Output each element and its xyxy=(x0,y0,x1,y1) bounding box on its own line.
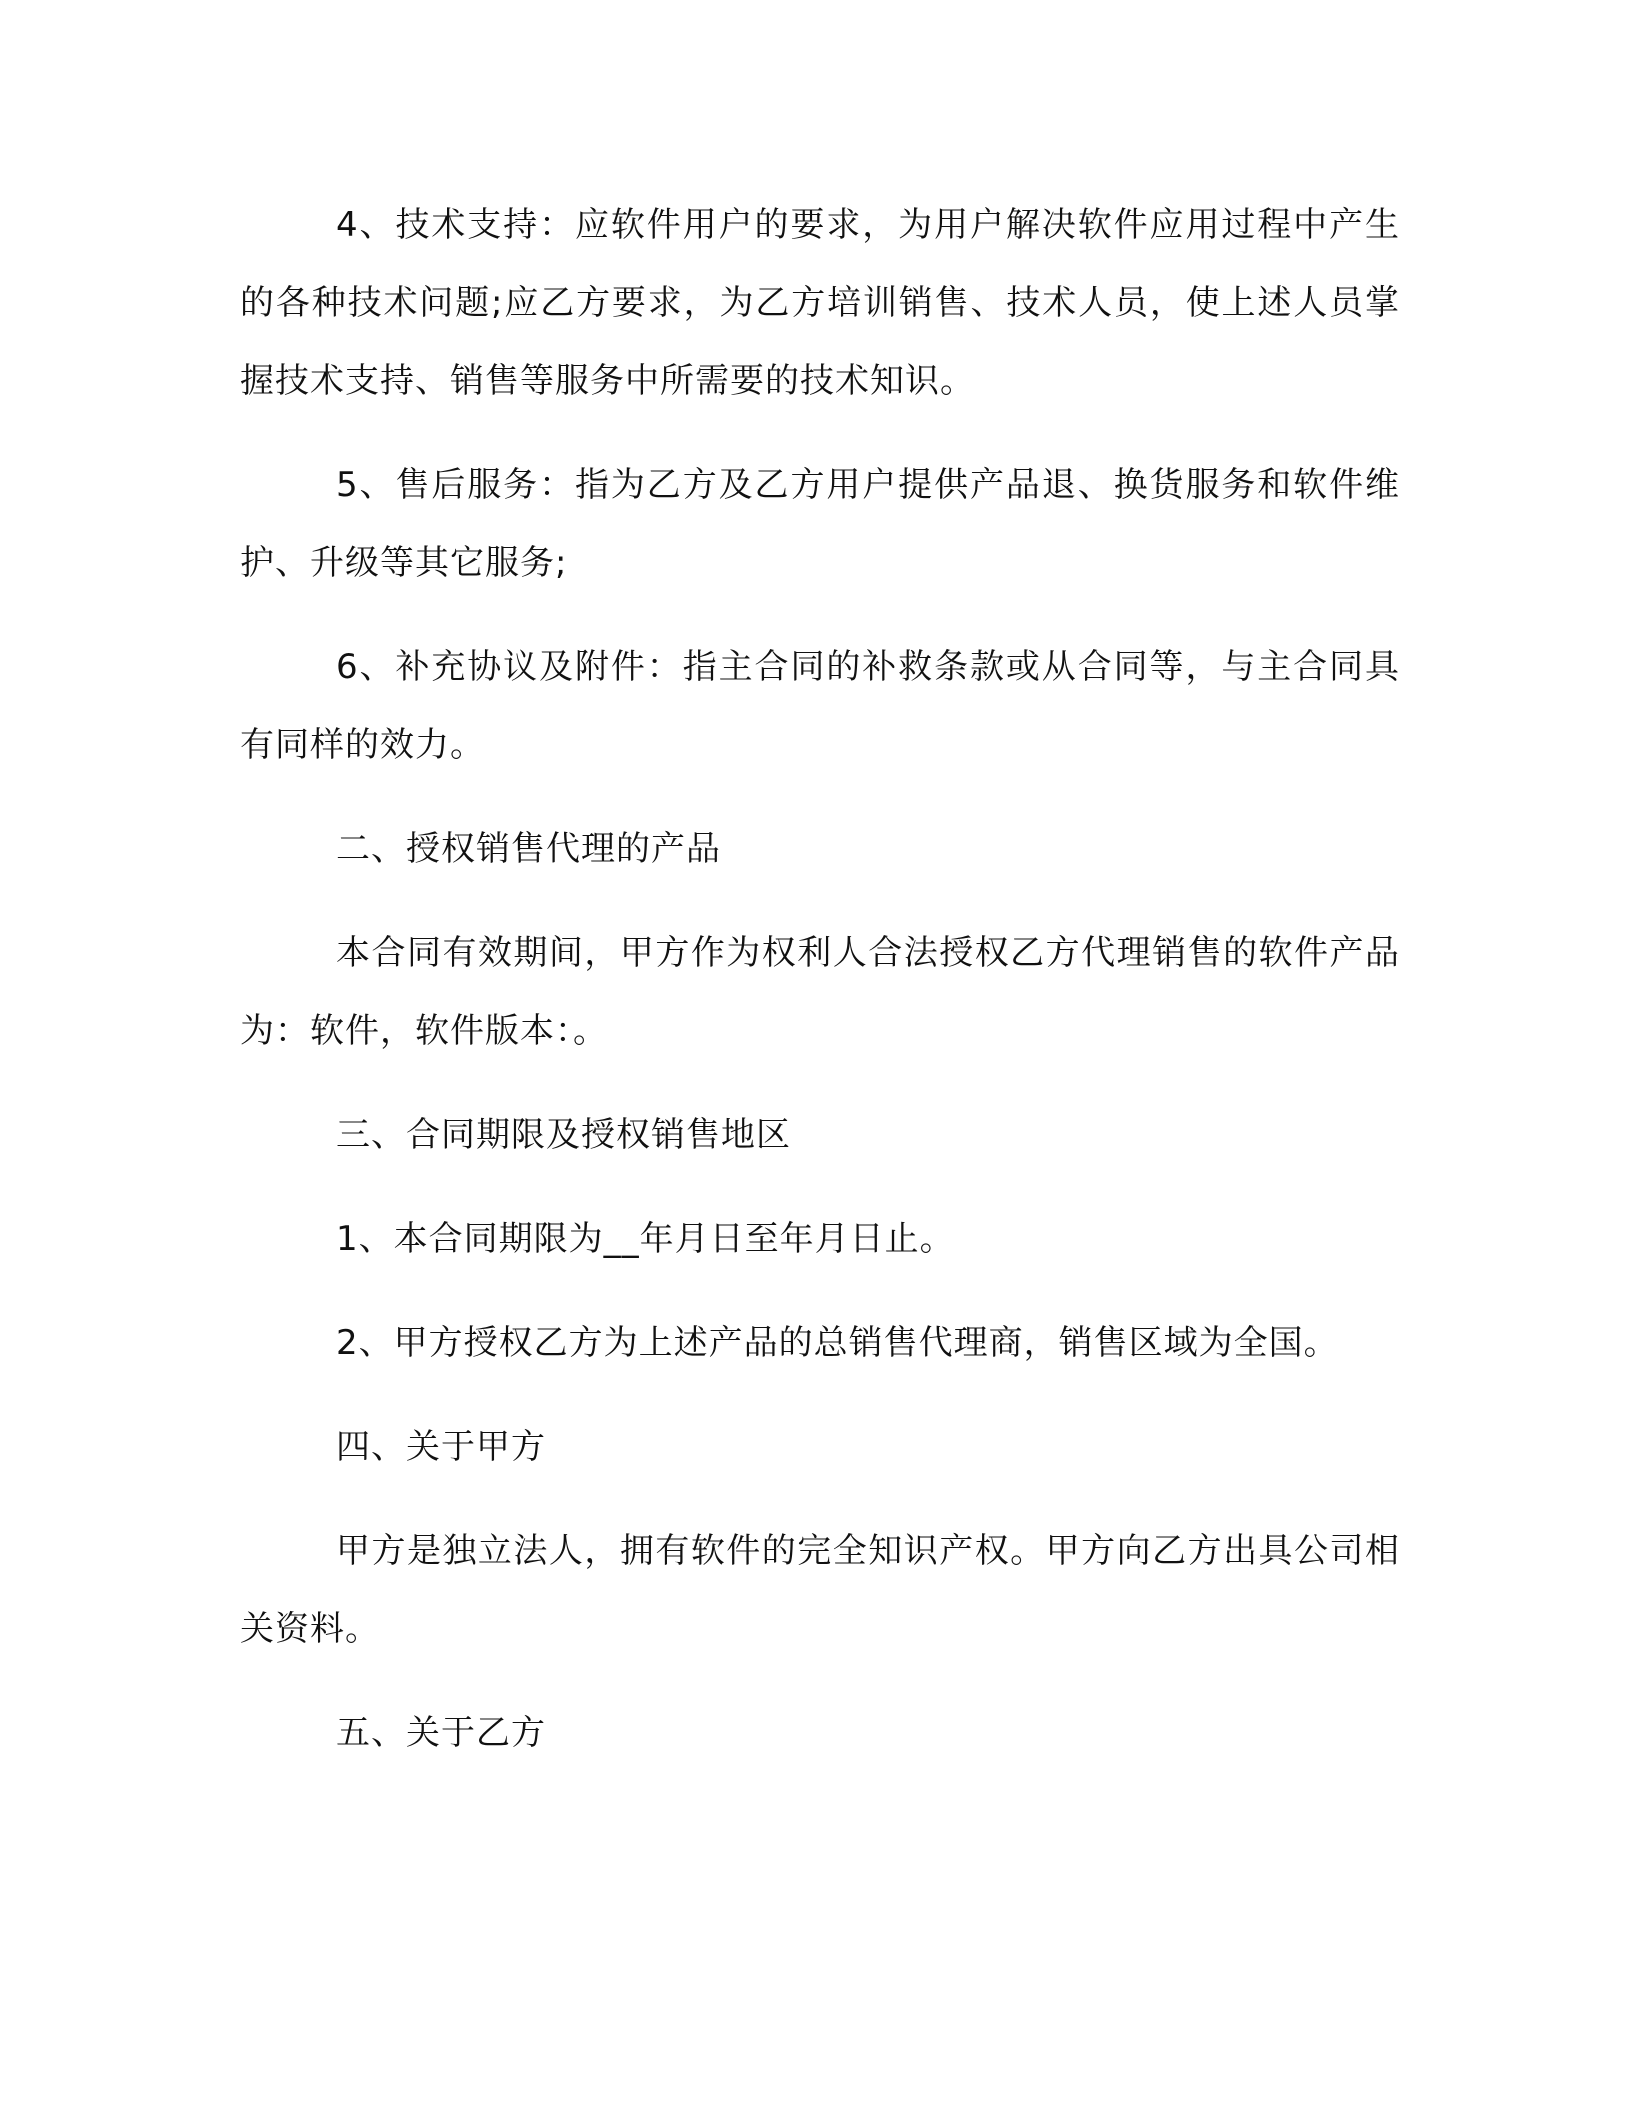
authorized-products-text: 本合同有效期间，甲方作为权利人合法授权乙方代理销售的软件产品为：软件，软件版本：。 xyxy=(240,933,1400,1051)
clause-after-sales-service: 5、售后服务：指为乙方及乙方用户提供产品退、换货服务和软件维护、升级等其它服务; xyxy=(240,465,1400,583)
clause-supplementary-agreement: 6、补充协议及附件：指主合同的补救条款或从合同等，与主合同具有同样的效力。 xyxy=(240,647,1400,765)
section-heading-party-b: 五、关于乙方 xyxy=(336,1713,546,1753)
clause-sales-region: 2、甲方授权乙方为上述产品的总销售代理商，销售区域为全国。 xyxy=(336,1323,1339,1363)
clause-contract-term: 1、本合同期限为__年月日至年月日止。 xyxy=(336,1219,955,1259)
clause-technical-support: 4、技术支持：应软件用户的要求，为用户解决软件应用过程中产生的各种技术问题;应乙方要求，为乙方培训销售、技术人员，使上述人员掌握技术支持、销售等服务中所需要的技术知识。 xyxy=(240,205,1400,401)
section-heading-authorized-products: 二、授权销售代理的产品 xyxy=(336,829,721,869)
section-heading-term-and-region: 三、合同期限及授权销售地区 xyxy=(336,1115,791,1155)
document-body xyxy=(240,186,1400,1798)
section-heading-party-a: 四、关于甲方 xyxy=(336,1427,546,1467)
party-a-text: 甲方是独立法人，拥有软件的完全知识产权。甲方向乙方出具公司相关资料。 xyxy=(240,1531,1400,1649)
